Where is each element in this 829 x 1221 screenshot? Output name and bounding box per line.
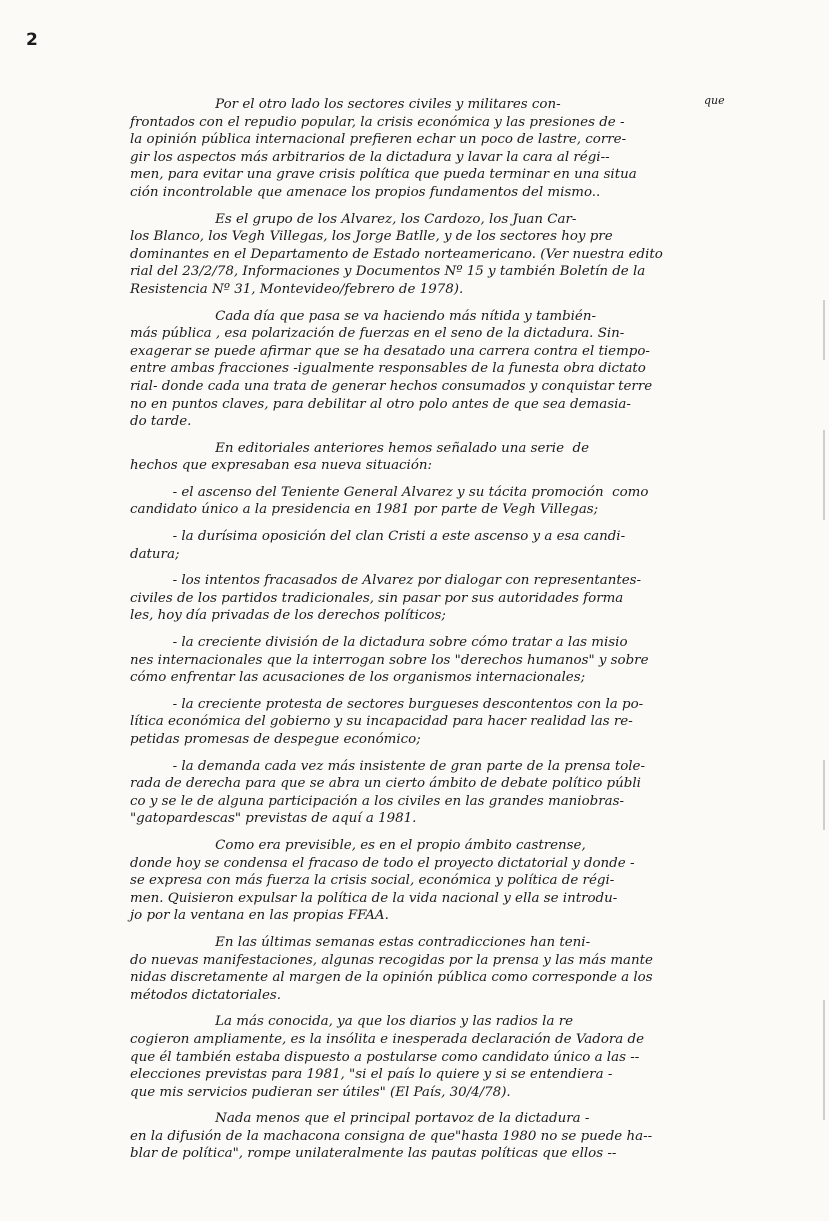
text-line: men, para evitar una grave crisis política que pueda terminar en una situa	[130, 167, 637, 183]
paragraph	[130, 837, 752, 925]
scan-edge-mark	[823, 1000, 825, 1120]
text-line: donde hoy se condensa el fracaso de todo el proyecto dictatorial y donde -	[130, 855, 635, 871]
text-line: - la demanda cada vez más insistente de gran parte de la prensa tole-	[130, 758, 646, 774]
text-line: Por el otro lado los sectores civiles y militares con-	[130, 97, 561, 112]
text-line: candidato único a la presidencia en 1981 por parte de Vegh Villegas;	[130, 502, 599, 518]
text-line: co y se le de alguna participación a los civiles en las grandes maniobras-	[130, 793, 625, 809]
document-body	[130, 96, 752, 1163]
paragraph	[130, 572, 752, 625]
text-line: - la creciente protesta de sectores burgueses descontentos con la po-	[130, 696, 644, 712]
text-line: Como era previsible, es en el propio ámbito castrense,	[130, 837, 586, 853]
text-line: La más conocida, ya que los diarios y las radios la re	[130, 1014, 574, 1030]
text-line: métodos dictatoriales.	[130, 987, 281, 1003]
text-line: Resistencia Nº 31, Montevideo/febrero de 1978).	[130, 281, 464, 297]
text-line: la opinión pública internacional prefieren echar un poco de lastre, corre-	[130, 132, 627, 148]
text-line: gir los aspectos más arbitrarios de la dictadura y lavar la cara al régi--	[130, 149, 610, 165]
text-line: en la difusión de la machacona consigna de que"hasta 1980 no se puede ha--	[130, 1128, 653, 1144]
paragraph	[130, 528, 752, 563]
text-line: rial- donde cada una trata de generar hechos consumados y conquistar terre	[130, 378, 653, 394]
text-line: dominantes en el Departamento de Estado norteamericano. (Ver nuestra edito	[130, 246, 663, 262]
text-line: do nuevas manifestaciones, algunas recogidas por la prensa y las más mante	[130, 952, 653, 968]
text-line: jo por la ventana en las propias FFAA.	[130, 908, 389, 924]
paragraph	[130, 758, 752, 828]
text-line: exagerar se puede afirmar que se ha desatado una carrera contra el tiempo-	[130, 343, 650, 359]
text-line: do tarde.	[130, 414, 192, 430]
paragraph	[130, 308, 752, 431]
text-line: entre ambas fracciones -igualmente responsables de la funesta obra dictato	[130, 361, 646, 377]
text-line: más pública , esa polarización de fuerzas en el seno de la dictadura. Sin-	[130, 326, 625, 342]
text-line: - el ascenso del Teniente General Alvarez y su tácita promoción como	[130, 484, 649, 500]
text-line: men. Quisieron expulsar la política de la vida nacional y ella se introdu-	[130, 890, 618, 906]
text-line: que mis servicios pudieran ser útiles" (El País, 30/4/78).	[130, 1084, 511, 1100]
text-line: blar de política", rompe unilateralmente las pautas políticas que ellos --	[130, 1146, 617, 1162]
handwritten-insertion: que	[704, 94, 725, 107]
text-line: petidas promesas de despegue económico;	[130, 732, 421, 747]
scan-edge-mark	[823, 760, 825, 830]
text-line: - la durísima oposición del clan Cristi a este ascenso y a esa candi-	[130, 529, 626, 545]
paragraph	[130, 1110, 752, 1163]
scan-edge-mark	[823, 300, 825, 360]
text-line: se expresa con más fuerza la crisis social, económica y política de régi-	[130, 873, 615, 889]
text-line: los Blanco, los Vegh Villegas, los Jorge Batlle, y de los sectores hoy pre	[130, 229, 613, 245]
paragraph	[130, 440, 752, 475]
text-line: - la creciente división de la dictadura sobre cómo tratar a las misio	[130, 635, 628, 651]
text-line: civiles de los partidos tradicionales, sin pasar por sus autoridades forma	[130, 590, 624, 606]
text-line: nidas discretamente al margen de la opinión pública como corresponde a los	[130, 970, 653, 986]
scan-edge-mark	[823, 430, 825, 520]
text-line: Nada menos que el principal portavoz de la dictadura -	[130, 1111, 590, 1127]
paragraph	[130, 96, 752, 202]
text-line: En las últimas semanas estas contradicciones han teni-	[130, 934, 591, 950]
paragraph	[130, 1013, 752, 1101]
paragraph	[130, 484, 752, 519]
paragraph-container	[130, 96, 752, 1163]
text-line: frontados con el repudio popular, la crisis económica y las presiones de -	[130, 114, 625, 130]
text-line: "gatopardescas" previstas de aquí a 1981.	[130, 811, 417, 827]
text-line: Es el grupo de los Alvarez, los Cardozo, los Juan Car-	[130, 211, 577, 227]
text-line: cogieron ampliamente, es la insólita e inesperada declaración de Vadora de	[130, 1031, 645, 1047]
text-line: cómo enfrentar las acusaciones de los organismos internacionales;	[130, 670, 586, 686]
text-line: que él también estaba dispuesto a postularse como candidato único a las --	[130, 1049, 640, 1065]
page-number: 2	[26, 30, 38, 50]
text-line: no en puntos claves, para debilitar al otro polo antes de que sea demasia-	[130, 396, 631, 412]
paragraph	[130, 934, 752, 1004]
text-line: En editoriales anteriores hemos señalado una serie de	[130, 440, 590, 456]
text-line: elecciones previstas para 1981, "si el país lo quiere y si se entendiera -	[130, 1067, 613, 1083]
text-line: hechos que expresaban esa nueva situación:	[130, 458, 433, 474]
text-line: datura;	[130, 546, 180, 562]
text-line: lítica económica del gobierno y su incapacidad para hacer realidad las re-	[130, 714, 633, 730]
paragraph	[130, 211, 752, 299]
text-line: les, hoy día privadas de los derechos políticos;	[130, 608, 446, 624]
text-line: rial del 23/2/78, Informaciones y Documentos Nº 15 y también Boletín de la	[130, 264, 646, 280]
text-line: nes internacionales que la interrogan sobre los "derechos humanos" y sobre	[130, 652, 649, 668]
paragraph	[130, 696, 752, 749]
text-line: ción incontrolable que amenace los propios fundamentos del mismo..	[130, 184, 601, 200]
paragraph	[130, 634, 752, 687]
text-line: rada de derecha para que se abra un cierto ámbito de debate político públi	[130, 776, 641, 792]
text-line: - los intentos fracasados de Alvarez por dialogar con representantes-	[130, 573, 642, 589]
text-line: Cada día que pasa se va haciendo más nítida y también-	[130, 308, 596, 324]
